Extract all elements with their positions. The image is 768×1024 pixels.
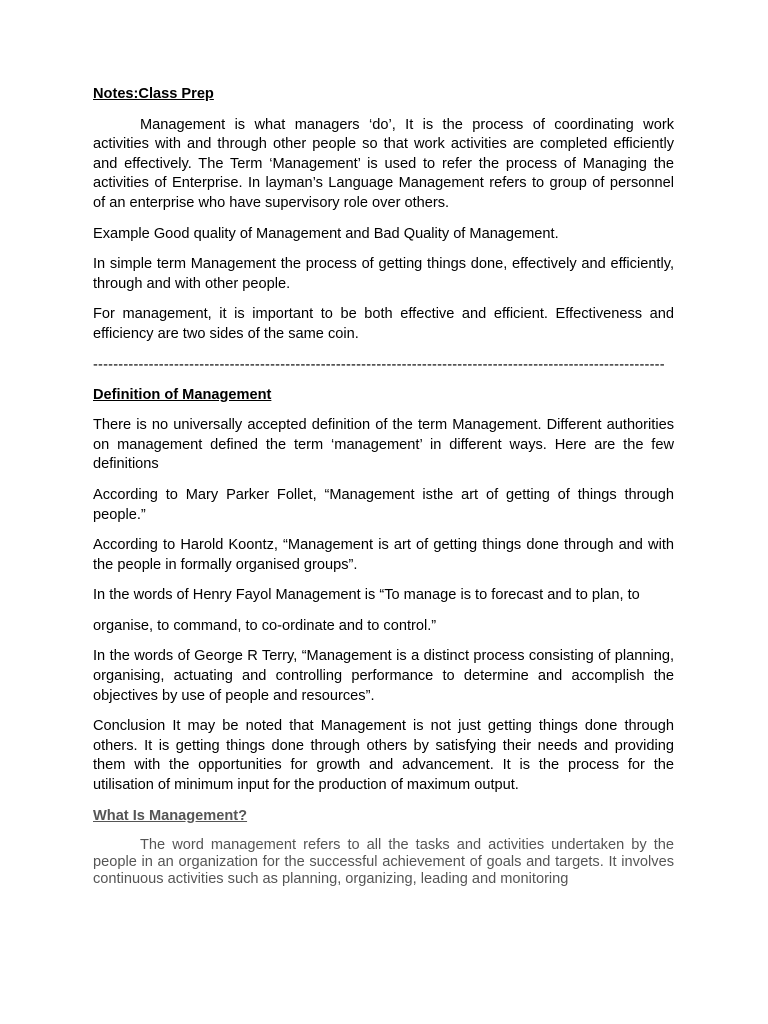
definition-fayol-line-1: In the words of Henry Fayol Management is “To manage is to forecast and to plan, to (93, 587, 640, 604)
notes-paragraph-1: Management is what managers ‘do’, It is the process of coordinating work activities with and through other people so that work activities are completed efficiently and effectively. The Term ‘Management’ is used to refer the process of Managing the activities of Enterprise. In layman’s Language Management refers to group of personnel of an enterprise who have supervisory role over others. (93, 116, 674, 211)
section-divider: ----------------------------------------------------------------------------------------------------------------- (93, 356, 665, 373)
notes-heading: Notes:Class Prep (93, 86, 214, 102)
document-page (93, 85, 674, 899)
notes-paragraph-2: Example Good quality of Management and Bad Quality of Management. (93, 225, 559, 242)
definition-intro: There is no universally accepted definition of the term Management. Different authorities on management defined the term ‘management’ in different ways. Here are the few definitions (93, 417, 674, 473)
notes-paragraph-4: For management, it is important to be both effective and efficient. Effectiveness and efficiency are two sides of the same coin. (93, 306, 674, 342)
definition-terry: In the words of George R Terry, “Management is a distinct process consisting of planning, organising, actuating and controlling performance to determine and accomplish the objectives by use of people and resources”. (93, 648, 674, 704)
definition-koontz: According to Harold Koontz, “Management is art of getting things done through and with the people in formally organised groups”. (93, 537, 674, 573)
definition-conclusion: Conclusion It may be noted that Management is not just getting things done through others. It is getting things done through others by satisfying their needs and providing them with the opportunities for growth and advancement. It is the process for the utilisation of minimum input for the production of maximum output. (93, 718, 674, 794)
notes-paragraph-3: In simple term Management the process of getting things done, effectively and efficiently, through and with other people. (93, 256, 674, 292)
what-is-management-heading: What Is Management? (93, 807, 248, 824)
what-is-management-paragraph: The word management refers to all the tasks and activities undertaken by the people in an organization for the successful achievement of goals and targets. It involves continuous activities such as planning, organizing, leading and monitoring (93, 837, 674, 888)
definition-fayol-line-2: organise, to command, to co-ordinate and to control.” (93, 617, 437, 634)
definition-follet: According to Mary Parker Follet, “Management isthe art of getting of things through people.” (93, 486, 674, 523)
definition-heading: Definition of Management (93, 386, 272, 403)
